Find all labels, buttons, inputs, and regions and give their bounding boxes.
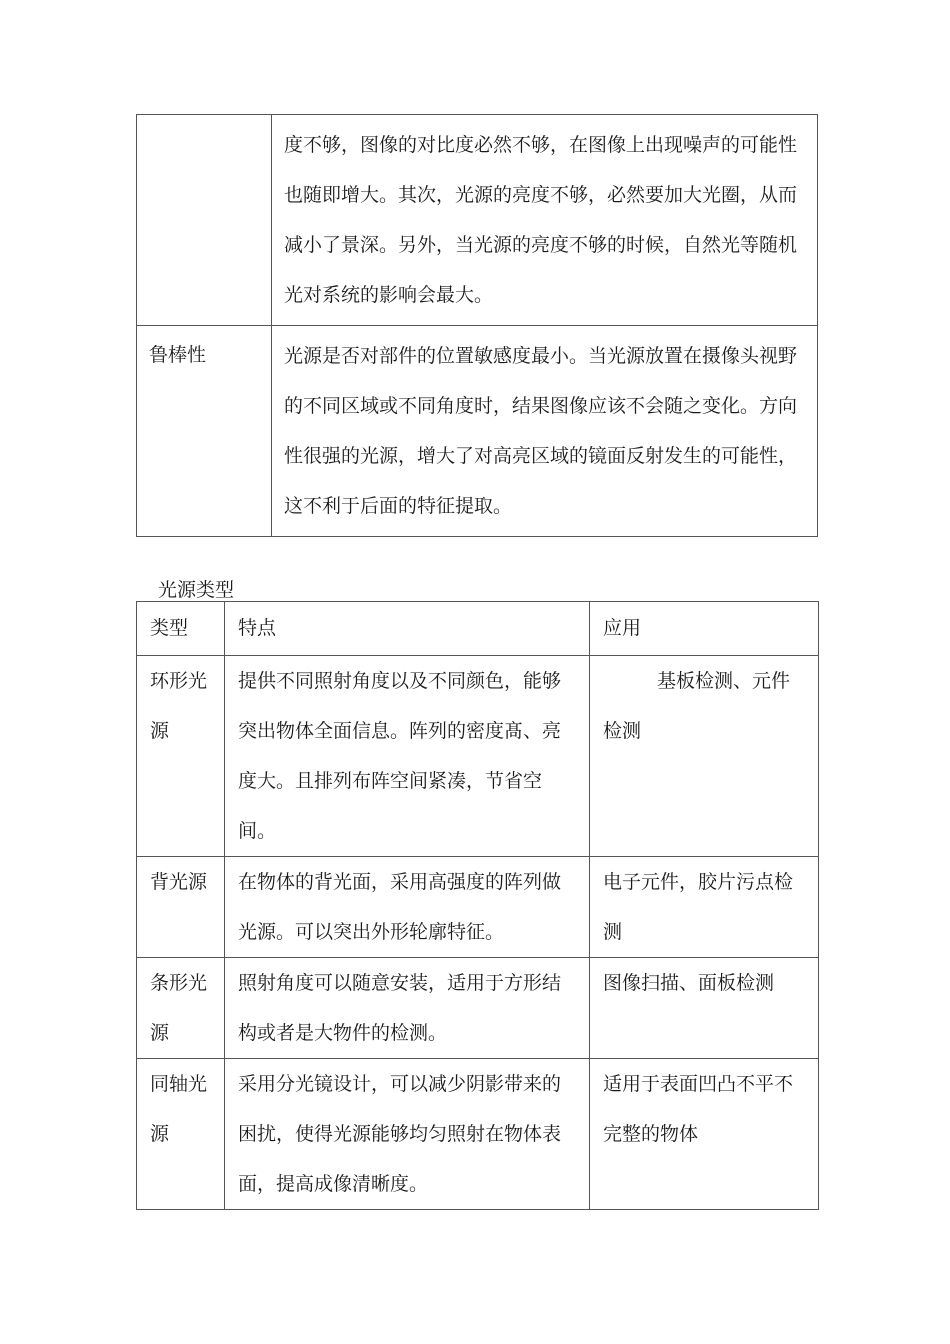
cell-application: 图像扫描、面板检测: [590, 958, 819, 1059]
row-label: [137, 115, 272, 326]
cell-feature: 采用分光镜设计，可以减少阴影带来的困扰，使得光源能够均匀照射在物体表面，提高成像清晰度。: [225, 1059, 590, 1210]
header-feature: 特点: [225, 602, 590, 656]
table-row: [137, 115, 818, 326]
light-source-type-table: [136, 601, 819, 1210]
cell-feature: 在物体的背光面，采用高强度的阵列做光源。可以突出外形轮廓特征。: [225, 857, 590, 958]
cell-type: 背光源: [137, 857, 225, 958]
cell-type: 同轴光源: [137, 1059, 225, 1210]
property-table: [136, 114, 818, 537]
table-row: [137, 656, 819, 857]
table-header-row: [137, 602, 819, 656]
header-application: 应用: [590, 602, 819, 656]
cell-application: [590, 656, 819, 857]
table-row: [137, 326, 818, 537]
table-caption: 光源类型: [158, 579, 235, 601]
row-description: 度不够，图像的对比度必然不够，在图像上出现噪声的可能性也随即增大。其次，光源的亮度不够，必然要加大光圈，从而减小了景深。另外，当光源的亮度不够的时候，自然光等随机光对系统的影响会最大。: [272, 115, 818, 326]
cell-type: 条形光源: [137, 958, 225, 1059]
table-row: [137, 958, 819, 1059]
row-label: 鲁棒性: [137, 326, 272, 537]
table-row: [137, 1059, 819, 1210]
cell-application: 电子元件，胶片污点检测: [590, 857, 819, 958]
cell-application-text: 基板检测、元件检测: [603, 670, 791, 742]
cell-type: 环形光源: [137, 656, 225, 857]
header-type: 类型: [137, 602, 225, 656]
cell-application: 适用于表面凹凸不平不完整的物体: [590, 1059, 819, 1210]
cell-feature: 提供不同照射角度以及不同颜色，能够突出物体全面信息。阵列的密度髙、亮度大。且排列布阵空间紧凑，节省空间。: [225, 656, 590, 857]
table-row: [137, 857, 819, 958]
row-description: 光源是否对部件的位置敏感度最小。当光源放置在摄像头视野的不同区域或不同角度时，结果图像应该不会随之变化。方向性很强的光源，增大了对高亮区域的镜面反射发生的可能性，这不利于后面的特征提取。: [272, 326, 818, 537]
cell-feature: 照射角度可以随意安装，适用于方形结构或者是大物件的检测。: [225, 958, 590, 1059]
